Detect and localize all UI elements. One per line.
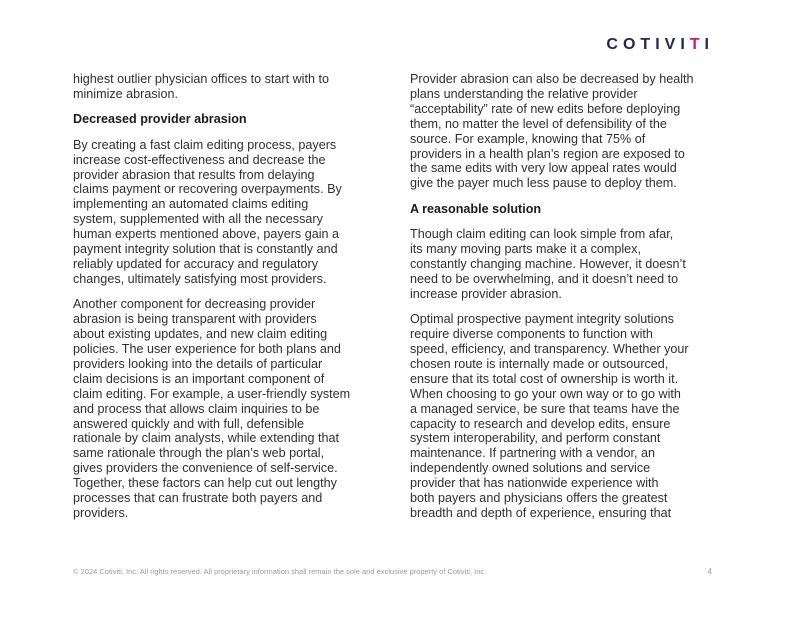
footer-copyright: © 2024 Cotiviti, Inc. All rights reserved. All proprietary information shall remain the sole and exclusive property of Cotiviti, Inc. <box>73 567 487 576</box>
left-paragraph-2: By creating a fast claim editing process, payers increase cost-effectiveness and decrease the provider abrasion that results from delaying claims payment or recovering overpayments. By implementing an automated claims editing system, supplemented with all the necessary human experts mentioned above, payers gain a payment integrity solution that is constantly and reliably updated for accuracy and regulatory changes, ultimately satisfying most providers. <box>73 137 342 286</box>
left-paragraph-1: highest outlier physician offices to start with to minimize abrasion. <box>73 72 329 101</box>
heading-a-reasonable-solution: A reasonable solution <box>410 201 542 216</box>
right-paragraph-2: Though claim editing can look simple from afar, its many moving parts make it a complex, constantly changing machine. However, it doesn’t need to be overwhelming, and it doesn’t need to increase provider abrasion. <box>410 227 686 301</box>
page-number: 4 <box>707 567 712 576</box>
left-column <box>73 72 373 531</box>
heading-decreased-provider-abrasion: Decreased provider abrasion <box>73 112 247 127</box>
right-paragraph-1: Provider abrasion can also be decreased by health plans understanding the relative provider “acceptability” rate of new edits before deploying them, no matter the level of defensibility of the source. For example, knowing that 75% of providers in a health plan’s region are exposed to the same edits with very low appeal rates would give the payer much less pause to deploy them. <box>410 72 694 191</box>
logo-text-accent: T <box>689 36 705 53</box>
logo-text-part2: I <box>704 36 714 53</box>
right-paragraph-3: Optimal prospective payment integrity solutions require diverse components to function with speed, efficiency, and transparency. Whether your chosen route is internally made or outsourced, ensure that its total cost of ownership is worth it. When choosing to go your own way or to go with a managed service, be sure that teams have the capacity to research and develop edits, ensure system interoperability, and perform constant maintenance. If partnering with a vendor, an independently owned solutions and service provider that has nationwide experience with both payers and physicians offers the greatest breadth and depth of experience, ensuring that <box>410 312 689 520</box>
right-column <box>410 72 710 531</box>
logo-text-part1: COTIVI <box>606 36 690 53</box>
left-paragraph-3: Another component for decreasing provider abrasion is being transparent with providers about existing updates, and new claim editing policies. The user experience for both plans and providers looking into the details of particular claim decisions is an important component of claim editing. For example, a user-friendly system and process that allows claim inquiries to be answered quickly and with full, defensible rationale by claim analysts, while extending that same rationale through the plan’s web portal, gives providers the convenience of self-service. Together, these factors can help cut out lengthy processes that can frustrate both payers and providers. <box>73 297 351 520</box>
cotiviti-logo <box>606 36 714 54</box>
